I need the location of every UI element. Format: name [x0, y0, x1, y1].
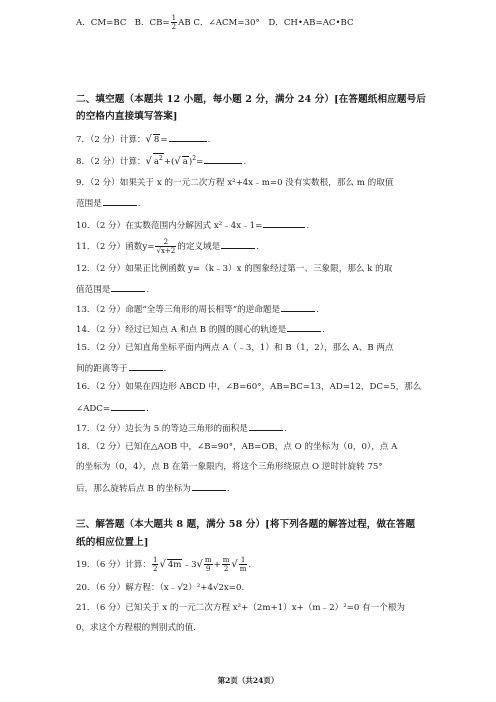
answer-blank — [192, 481, 226, 491]
answer-blank — [111, 401, 145, 411]
radical-icon: √ — [196, 559, 203, 570]
answer-blank — [249, 421, 283, 431]
question-18-line3: 后，那么旋转后点 B 的坐标为 . — [76, 481, 230, 495]
answer-blank — [129, 361, 163, 371]
question-13: 13．（2 分）命题“全等三角形的周长相等”的逆命题是 . — [76, 302, 319, 316]
question-9-line2: 范围是 . — [76, 196, 141, 210]
fraction: $\frac{m}{2}$ — [222, 556, 230, 573]
question-21-line1: 21．（6 分）已知关于 x 的一元二次方程 x²+（2m+1）x+（m﹣2）²=0 有一个根为 — [76, 603, 406, 613]
question-20: 20．（6 分）解方程：（x﹣√2）²+4√2x=0. — [76, 583, 245, 593]
answer-blank — [263, 218, 305, 228]
answer-blank — [204, 154, 242, 164]
function-fraction: $\frac{2}{√x+2}$ — [156, 238, 176, 255]
choice-b-prefix: B．CB= — [134, 18, 170, 28]
choice-a: A．CM=BC — [76, 18, 127, 28]
question-21-line2: 0，求这个方程根的判别式的值. — [76, 623, 196, 633]
question-15-line1: 15．（2 分）已知直角坐标平面内两点 A（﹣3，1）和 B（1，2），那么 A、B 两点 — [76, 343, 394, 353]
fraction: $\frac{1}{m}$ — [239, 556, 247, 573]
answer-blank — [111, 282, 145, 292]
question-17: 17．（2 分）边长为 5 的等边三角形的面积是 . — [76, 421, 287, 435]
section3-title-line2: 纸的相应位置上] — [76, 537, 149, 548]
choice-b-rest: AB C．∠ACM=30° D．CH•AB=AC•BC — [178, 18, 354, 28]
fraction-half: $\frac{1}{2}$ — [171, 14, 177, 31]
radical-icon: √ — [145, 155, 152, 167]
question-7: 7．（2 分）计算：√ 8= . — [76, 134, 211, 145]
choice-options — [76, 14, 354, 31]
question-16-line1: 16．（2 分）如果在四边形 ABCD 中，∠B=60°，AB=BC=13，AD=12，DC=5，那么 — [76, 382, 422, 392]
question-9-line1: 9．（2 分）如果关于 x 的一元二次方程 x²+4x﹣m=0 没有实数根，那么 m 的取值 — [76, 178, 394, 188]
fraction: $\frac{1}{2}$ — [153, 556, 158, 573]
question-15-line2: 间的距离等于 . — [76, 361, 166, 375]
radical-icon: √ — [145, 134, 152, 145]
answer-blank — [281, 302, 315, 312]
section2-title-line1: 二、填空题（本题共 12 小题，每小题 2 分，满分 24 分）[在答题纸相应题号后 — [76, 94, 426, 105]
question-18-line1: 18．（2 分）已知在△AOB 中，∠B=90°，AB=OB，点 O 的坐标为（0，0），点 A — [76, 442, 398, 452]
answer-blank — [221, 239, 255, 249]
answer-blank — [103, 196, 137, 206]
page-footer: 第2页（共24页） — [217, 676, 279, 685]
radical-icon: √ — [231, 559, 238, 570]
fraction: $\frac{m}{9}$ — [204, 556, 212, 573]
question-12-line1: 12．（2 分）如果正比例函数 y=（k﹣3）x 的图象经过第一、三象限，那么 k 的取 — [76, 264, 393, 274]
question-14: 14．（2 分）经过已知点 A 和点 B 的圆的圆心的轨迹是 . — [76, 322, 325, 336]
question-16-line2: ∠ADC= . — [76, 401, 149, 415]
answer-blank — [287, 322, 321, 332]
question-11: 11．（2 分）函数y= $\frac{2}{√x+2}$ 的定义域是 . — [76, 238, 259, 255]
question-18-line2: 的坐标为（0，4），点 B 在第一象限内，将这个三角形绕原点 O 逆时针旋转 75° — [76, 462, 383, 472]
radical-icon: √ — [159, 559, 166, 570]
section3-title-line1: 三、解答题（本大题共 8 题，满分 58 分）[将下列各题的解答过程，做在答题 — [76, 519, 416, 530]
question-12-line2: 值范围是 . — [76, 282, 149, 296]
question-8: 8．（2 分）计算：√ $a^2+(√$ a)$^2$= . — [76, 155, 247, 167]
section2-title-line2: 的空格内直接填写答案] — [76, 111, 178, 122]
question-19: 19．（6 分）计算： $\frac{1}{2}$ √ 4m﹣3√ $\frac{m}{9}$ + $\frac{m}{2}$ √ $\frac{1}{m}$ . — [76, 556, 252, 573]
question-10: 10．（2 分）在实数范围内分解因式 x²﹣4x﹣1= . — [76, 218, 309, 232]
answer-blank — [169, 132, 207, 142]
radical-icon: √ — [174, 155, 181, 167]
